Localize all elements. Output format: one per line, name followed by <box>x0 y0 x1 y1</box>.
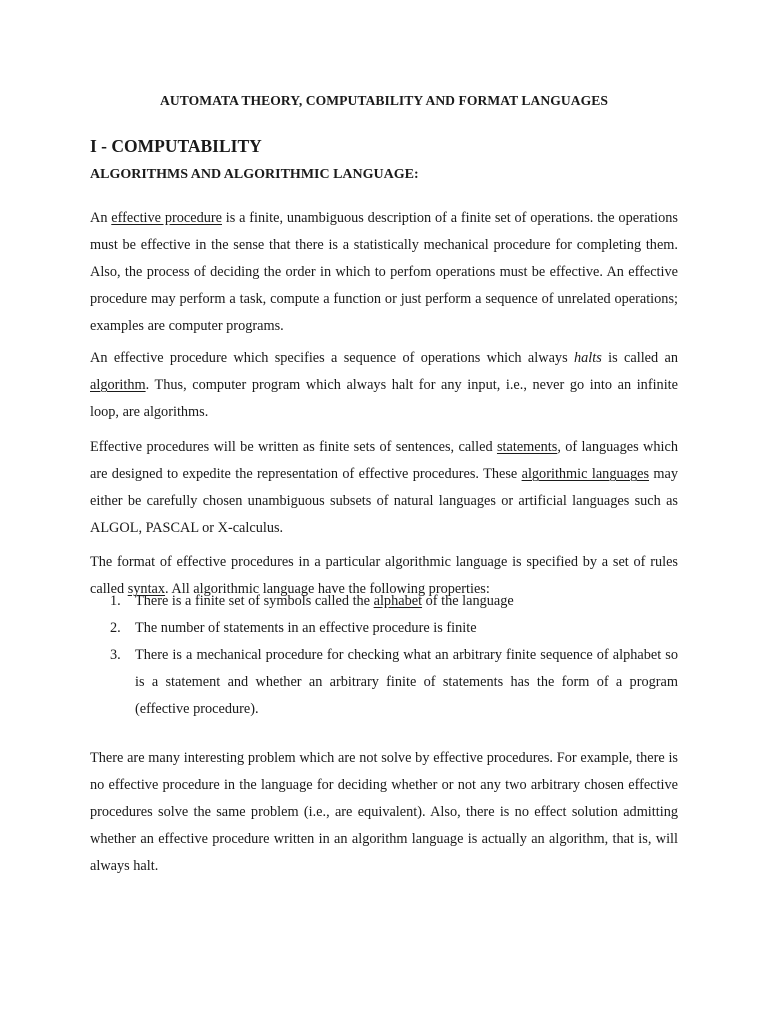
term-effective-procedure: effective procedure <box>111 210 222 227</box>
term-algorithm: algorithm <box>90 377 146 394</box>
list-item-text: There is a mechanical procedure for checking what an arbitrary finite sequence of alphabet so is a statement and whether an arbitrary finite of statements has the form of a program (effective procedure). <box>135 647 678 717</box>
list-item-text: of the language <box>422 593 514 609</box>
paragraph-algorithm <box>90 345 678 426</box>
document-title: AUTOMATA THEORY, COMPUTABILITY AND FORMAT LANGUAGES <box>160 93 608 108</box>
paragraph-text: An <box>90 210 112 227</box>
list-item-text: There is a finite set of symbols called the <box>135 593 374 609</box>
paragraph-text: . Thus, computer program which always halt for any input, i.e., never go into an infinite loop, are algorithms. <box>90 377 678 421</box>
term-halts: halts <box>573 350 602 367</box>
term-syntax: syntax <box>127 581 166 598</box>
term-algorithmic-languages: algorithmic languages <box>521 466 650 483</box>
paragraph-text: is called an <box>601 350 678 367</box>
paragraph-text: An effective procedure which specifies a sequence of operations which always <box>90 350 574 367</box>
list-number: 2. <box>110 620 121 636</box>
list-number: 3. <box>110 647 121 663</box>
properties-list <box>90 588 678 723</box>
paragraph-text: is a finite, unambiguous description of a finite set of operations. the operations must be effective in the sense that there is a statistically mechanical procedure for completing them. Also, the process of deciding the order in which to perfom operations must be effective. An effective procedure may perform a task, compute a function or just perform a sequence of unrelated operations; examples are computer programs. <box>90 210 678 335</box>
list-item <box>90 588 678 615</box>
paragraph-effective-procedure <box>90 205 678 340</box>
section-heading: I - COMPUTABILITY <box>90 136 262 156</box>
term-alphabet: alphabet <box>373 593 423 609</box>
list-item <box>90 615 678 642</box>
list-number: 1. <box>110 593 121 609</box>
paragraph-statements <box>90 434 678 542</box>
list-item-text: The number of statements in an effective procedure is finite <box>135 620 477 636</box>
paragraph-text: The format of effective procedures in a particular algorithmic language is specified by a set of rules called <box>90 554 678 598</box>
paragraph-text: Effective procedures will be written as finite sets of sentences, called <box>90 439 497 456</box>
paragraph-text: . All algorithmic language have the following properties: <box>165 581 490 598</box>
list-item <box>90 642 678 723</box>
paragraph-text: may either be carefully chosen unambiguous subsets of natural languages or artificial languages such as ALGOL, PASCAL or X-calculus. <box>90 466 678 537</box>
term-statements: statements <box>496 439 558 456</box>
paragraph-unsolvable-problems <box>90 745 678 880</box>
sub-heading: ALGORITHMS AND ALGORITHMIC LANGUAGE: <box>90 167 419 182</box>
paragraph-text: , of languages which are designed to expedite the representation of effective procedures. These <box>90 439 679 483</box>
paragraph-text: There are many interesting problem which are not solve by effective procedures. For example, there is no effective procedure in the language for deciding whether or not any two arbitrary chosen effective procedures solve the same problem (i.e., are equivalent). Also, there is no effect solution admitting whether an effective procedure written in an algorithm language is actually an algorithm, that is, will always halt. <box>90 750 678 875</box>
